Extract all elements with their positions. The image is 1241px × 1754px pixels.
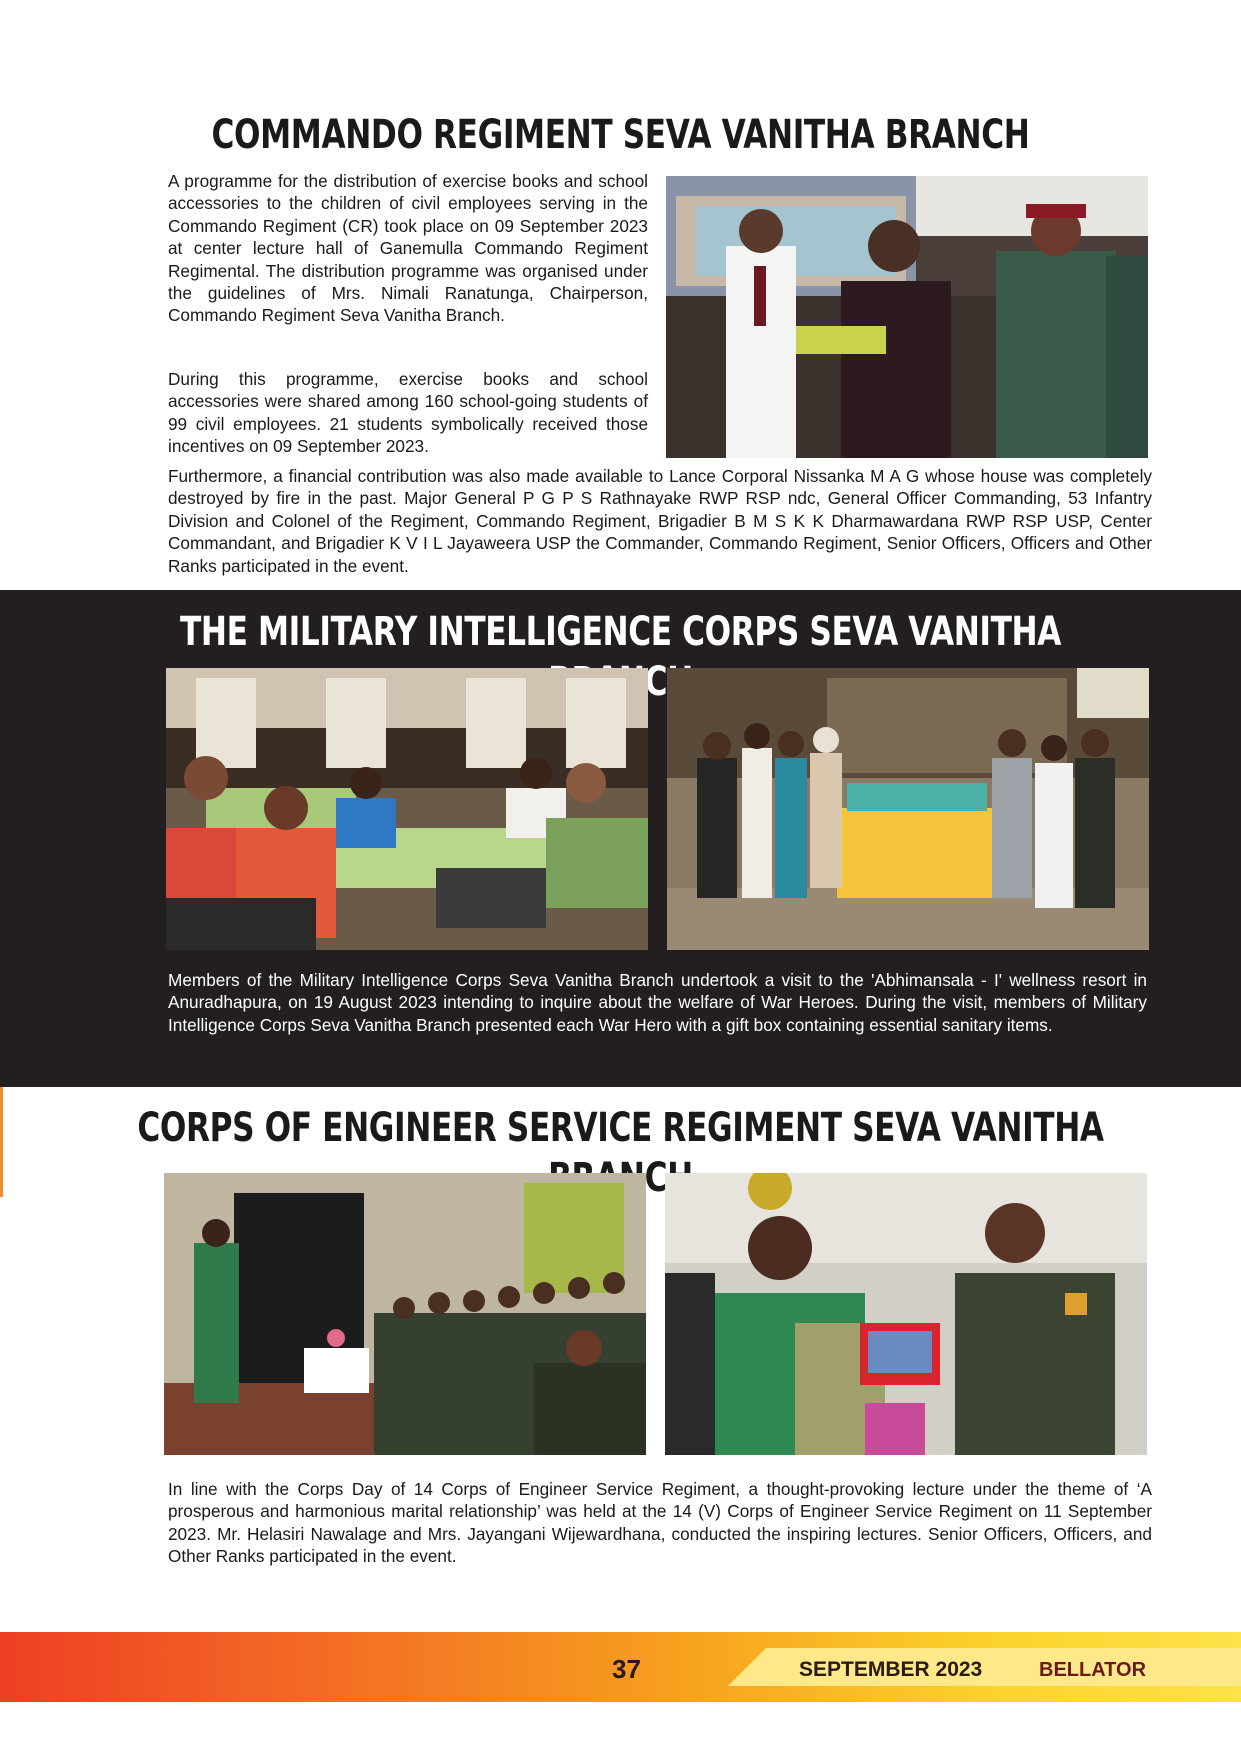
intelligence-visit-photo-right [667, 668, 1149, 950]
intelligence-visit-photo-left [166, 668, 648, 950]
commando-paragraph-1: A programme for the distribution of exercise books and school accessories to the children of civil employees serving in the Commando Regiment (CR) took place on 09 September 2023 at center lecture hall of Ganemulla Commando Regiment Regimental. The distribution programme was organised under the guidelines of Mrs. Nimali Ranatunga, Chairperson, Commando Regiment Seva Vanitha Branch. [168, 171, 648, 326]
intelligence-paragraph: Members of the Military Intelligence Corps Seva Vanitha Branch undertook a visit to the 'Abhimansala - I' wellness resort in Anuradhapura, on 19 August 2023 intending to inquire about the welfare of War Heroes. During the visit, members of Military Intelligence Corps Seva Vanitha Branch presented each War Hero with a gift box containing essential sanitary items. [168, 970, 1147, 1035]
commando-paragraph-2: During this programme, exercise books and school accessories were shared among 160 school-going students of 99 civil employees. 21 students symbolically received those incentives on 09 September 2023. [168, 369, 648, 457]
magazine-name: BELLATOR [1039, 1659, 1147, 1681]
commando-section-title: COMMANDO REGIMENT SEVA VANITHA BRANCH [211, 112, 1030, 158]
intelligence-section-title: THE MILITARY INTELLIGENCE CORPS SEVA VANITHA [179, 609, 1062, 655]
engineer-lecture-photo [164, 1173, 646, 1455]
engineer-section-title: CORPS OF ENGINEER SERVICE REGIMENT SEVA VANITHA [137, 1105, 1104, 1151]
left-accent-strip [0, 1087, 3, 1197]
issue-date: SEPTEMBER 2023 [799, 1658, 983, 1681]
engineer-award-photo [665, 1173, 1147, 1455]
commando-paragraph-3: Furthermore, a financial contribution was also made available to Lance Corporal Nissanka M A G whose house was completely destroyed by fire in the past. Major General P G P S Rathnayake RWP RSP ndc, General Officer Commanding, 53 Infantry Division and Colonel of the Regiment, Commando Regiment, Brigadier B M S K K Dharmawardana RWP RSP USP, Center Commandant, and Brigadier K V I L Jayaweera USP the Commander, Commando Regiment, Senior Officers, Officers and Other Ranks participated in the event. [168, 466, 1152, 576]
page-number: 37 [612, 1654, 641, 1684]
engineer-paragraph: In line with the Corps Day of 14 Corps of Engineer Service Regiment, a thought-provoking lecture under the theme of ‘A prosperous and harmonious marital relationship’ was held at the 14 (V) Corps of Engineer Service Regiment on 11 September 2023. Mr. Helasiri Nawalage and Mrs. Jayangani Wijewardhana, conducted the inspiring lectures. Senior Officers, Officers, and Other Ranks participated in the event. [168, 1479, 1152, 1567]
commando-award-photo [666, 176, 1148, 458]
